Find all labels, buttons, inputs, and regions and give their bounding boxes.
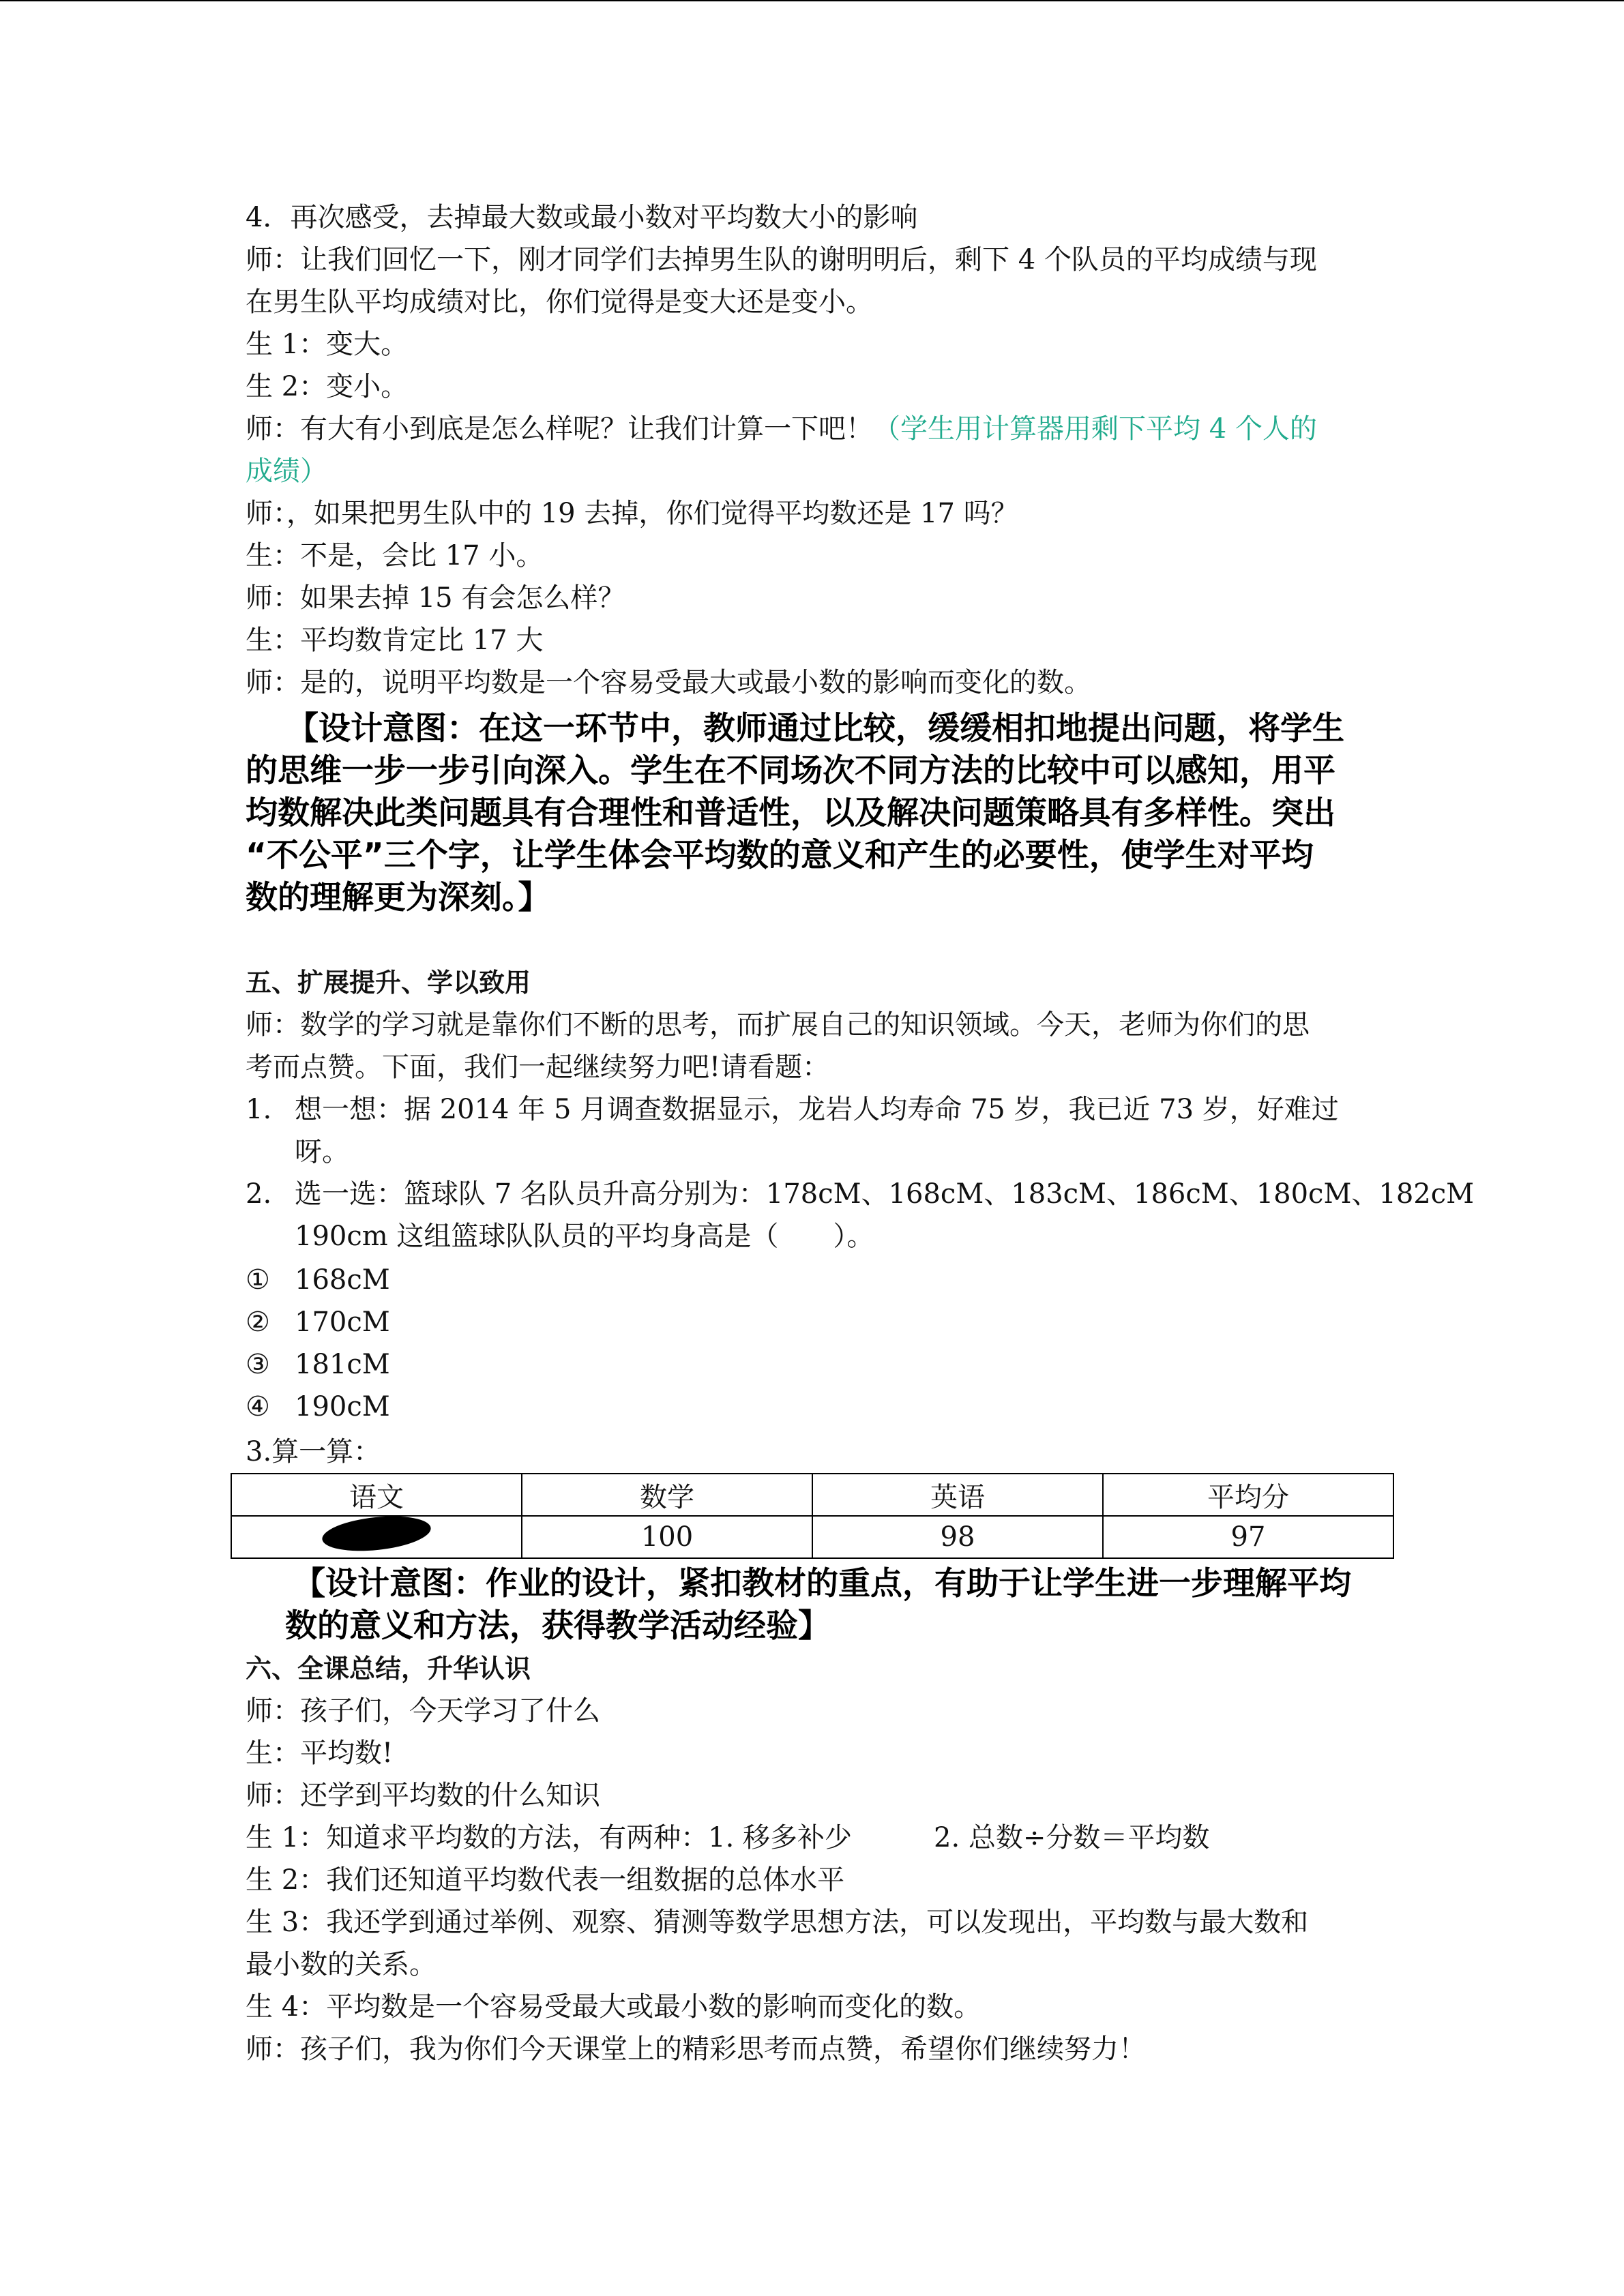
teal-annotation: 成绩） [246,456,327,487]
option-mark: ④ [246,1391,270,1422]
design-intent-line: 均数解决此类问题具有合理性和普适性，以及解决问题策略具有多样性。突出 [246,794,1335,832]
design-intent-line: 数的理解更为深刻。】 [246,879,550,916]
question-text: 190cm 这组篮球队队员的平均身高是（ ）。 [295,1221,874,1252]
question-3: 3.算一算： [246,1436,381,1467]
paragraph-line: 师：让我们回忆一下，刚才同学们去掉男生队的谢明明后，剩下 4 个队员的平均成绩与现 [246,244,1317,275]
table-header-cell: 英语 [812,1474,1103,1516]
dialogue-line: 生：平均数肯定比 17 大 [246,625,544,656]
summary-line: 生 3：我还学到通过举例、观察、猜测等数学思想方法，可以发现出，平均数与最大数和 [246,1907,1309,1938]
teal-annotation: （学生用计算器用剩下平均 4 个人的 [873,413,1317,445]
question-1 [246,1088,1391,1131]
scores-table [231,1473,1394,1559]
table-row [231,1516,1393,1558]
paragraph-line: 生 1：变大。 [246,329,409,360]
summary-line: 生 4：平均数是一个容易受最大或最小数的影响而变化的数。 [246,1991,981,2023]
question-text: 想一想：据 2014 年 5 月调查数据显示，龙岩人均寿命 75 岁，我已近 73 岁，好难过 [295,1094,1339,1125]
table-cell: 100 [522,1516,812,1558]
paragraph-line: 师：数学的学习就是靠你们不断的思考，而扩展自己的知识领域。今天，老师为你们的思 [246,1009,1310,1041]
option-item [246,1301,1391,1343]
design-intent-line: 【设计意图：在这一环节中，教师通过比较，缓缓相扣地提出问题，将学生 [286,710,1344,747]
question-2 [246,1173,1475,1215]
section4-title: 4．再次感受，去掉最大数或最小数对平均数大小的影响 [246,202,918,233]
design-intent-line: 的思维一步一步引向深入。学生在不同场次不同方法的比较中可以感知，用平 [246,752,1335,790]
dialogue-line: 师：是的，说明平均数是一个容易受最大或最小数的影响而变化的数。 [246,667,1091,698]
summary-line: 生 1：知道求平均数的方法，有两种：1. 移多补少 2. 总数÷分数＝平均数 [246,1822,1210,1853]
table-header-cell: 数学 [522,1474,812,1516]
option-text: 168cM [295,1264,390,1296]
paragraph-line: 生 2：变小。 [246,371,409,402]
table-header-cell: 语文 [231,1474,522,1516]
summary-line: 师：还学到平均数的什么知识 [246,1780,600,1811]
redacted-cell [231,1516,522,1558]
option-mark: ③ [246,1349,270,1380]
option-mark: ① [246,1264,270,1296]
option-text: 170cM [295,1307,390,1338]
question-text: 选一选：篮球队 7 名队员升高分别为：178cM、168cM、183cM、186cM、180cM、182cM [295,1178,1475,1210]
teacher-question: 师：有大有小到底是怎么样呢？让我们计算一下吧！ [246,413,873,445]
design-intent-line: “不公平”三个字，让学生体会平均数的意义和产生的必要性，使学生对平均 [246,837,1314,874]
question-text: 呀。 [295,1136,349,1167]
table-cell: 97 [1103,1516,1393,1558]
list-number: 1. [246,1094,272,1125]
summary-line: 生：平均数! [246,1738,394,1769]
table-header-row [231,1474,1393,1516]
top-border [0,0,1624,1]
dialogue-line: 师：如果去掉 15 有会怎么样？ [246,582,625,614]
section5-heading: 五、扩展提升、学以致用 [246,968,531,998]
paragraph-line [246,408,1391,450]
dialogue-line: 生：不是，会比 17 小。 [246,540,544,571]
ink-blot-redaction [321,1512,432,1555]
paragraph-line: 考而点赞。下面，我们一起继续努力吧!请看题： [246,1052,830,1083]
design-intent-line: 数的意义和方法，获得教学活动经验】 [285,1607,830,1645]
option-item [246,1259,1391,1301]
option-mark: ② [246,1307,270,1338]
summary-line: 师：孩子们，我为你们今天课堂上的精彩思考而点赞，希望你们继续努力！ [246,2033,1146,2065]
option-text: 190cM [295,1391,390,1422]
dialogue-line: 师：，如果把男生队中的 19 去掉，你们觉得平均数还是 17 吗？ [246,498,1018,529]
option-item [246,1386,1391,1428]
table-cell: 98 [812,1516,1103,1558]
option-item [246,1343,1391,1386]
table-header-cell: 平均分 [1103,1474,1393,1516]
summary-line: 生 2：我们还知道平均数代表一组数据的总体水平 [246,1864,845,1896]
design-intent-line: 【设计意图：作业的设计，紧扣教材的重点，有助于让学生进一步理解平均 [293,1565,1351,1602]
section6-heading: 六、全课总结，升华认识 [246,1654,531,1684]
summary-line: 师：孩子们，今天学习了什么 [246,1695,600,1727]
list-number: 2. [246,1178,272,1210]
option-text: 181cM [295,1349,390,1380]
paragraph-line: 在男生队平均成绩对比，你们觉得是变大还是变小。 [246,286,873,318]
summary-line: 最小数的关系。 [246,1949,437,1980]
